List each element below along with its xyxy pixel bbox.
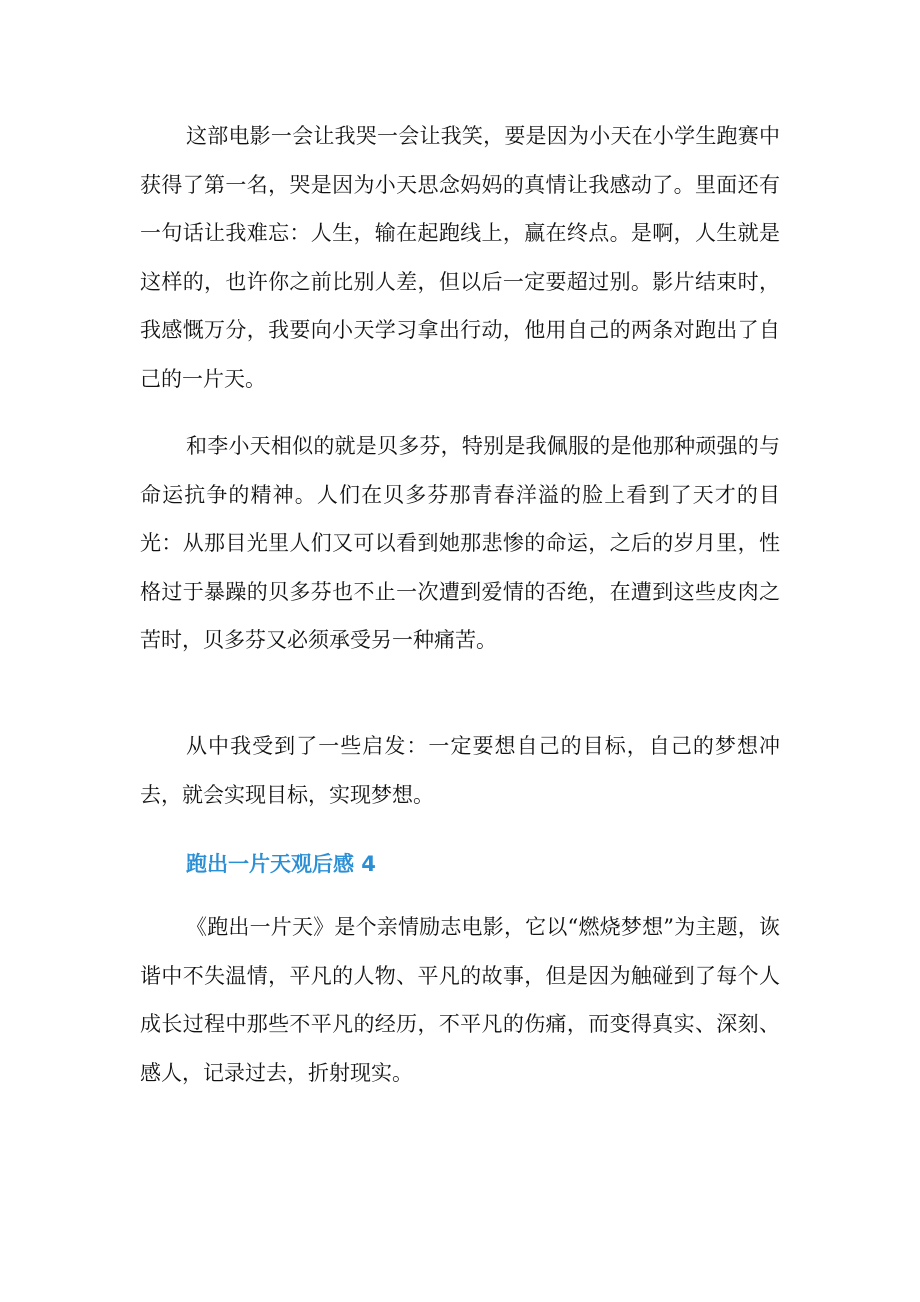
paragraph-film-summary: 《跑出一片天》是个亲情励志电影，它以“燃烧梦想”为主题，诙谐中不失温情，平凡的人物、平凡的故事，但是因为触碰到了每个人成长过程中那些不平凡的经历，不平凡的伤痛，而变得真实、深刻、感人，记录过去，折射现实。 — [140, 915, 780, 1085]
section-heading: 跑出一片天观后感 4 — [186, 852, 376, 876]
paragraph-movie-reflection: 这部电影一会让我哭一会让我笑，要是因为小天在小学生跑赛中获得了第一名，哭是因为小天思念妈妈的真情让我感动了。里面还有一句话让我难忘：人生，输在起跑线上，赢在终点。是啊，人生就是这样的，也许你之前比别人差，但以后一定要超过别。影片结束时，我感慨万分，我要向小天学习拿出行动，他用自己的两条对跑出了自己的一片天。 — [140, 124, 780, 391]
paragraph-beethoven: 和李小天相似的就是贝多芬，特别是我佩服的是他那种顽强的与命运抗争的精神。人们在贝多芬那青春洋溢的脸上看到了天才的目光：从那目光里人们又可以看到她那悲惨的命运，之后的岁月里，性格过于暴躁的贝多芬也不止一次遭到爱情的否绝，在遭到这些皮肉之苦时，贝多芬又必须承受另一种痛苦。 — [140, 434, 780, 652]
paragraph-inspiration: 从中我受到了一些启发：一定要想自己的目标，自己的梦想冲去，就会实现目标，实现梦想。 — [140, 734, 780, 807]
